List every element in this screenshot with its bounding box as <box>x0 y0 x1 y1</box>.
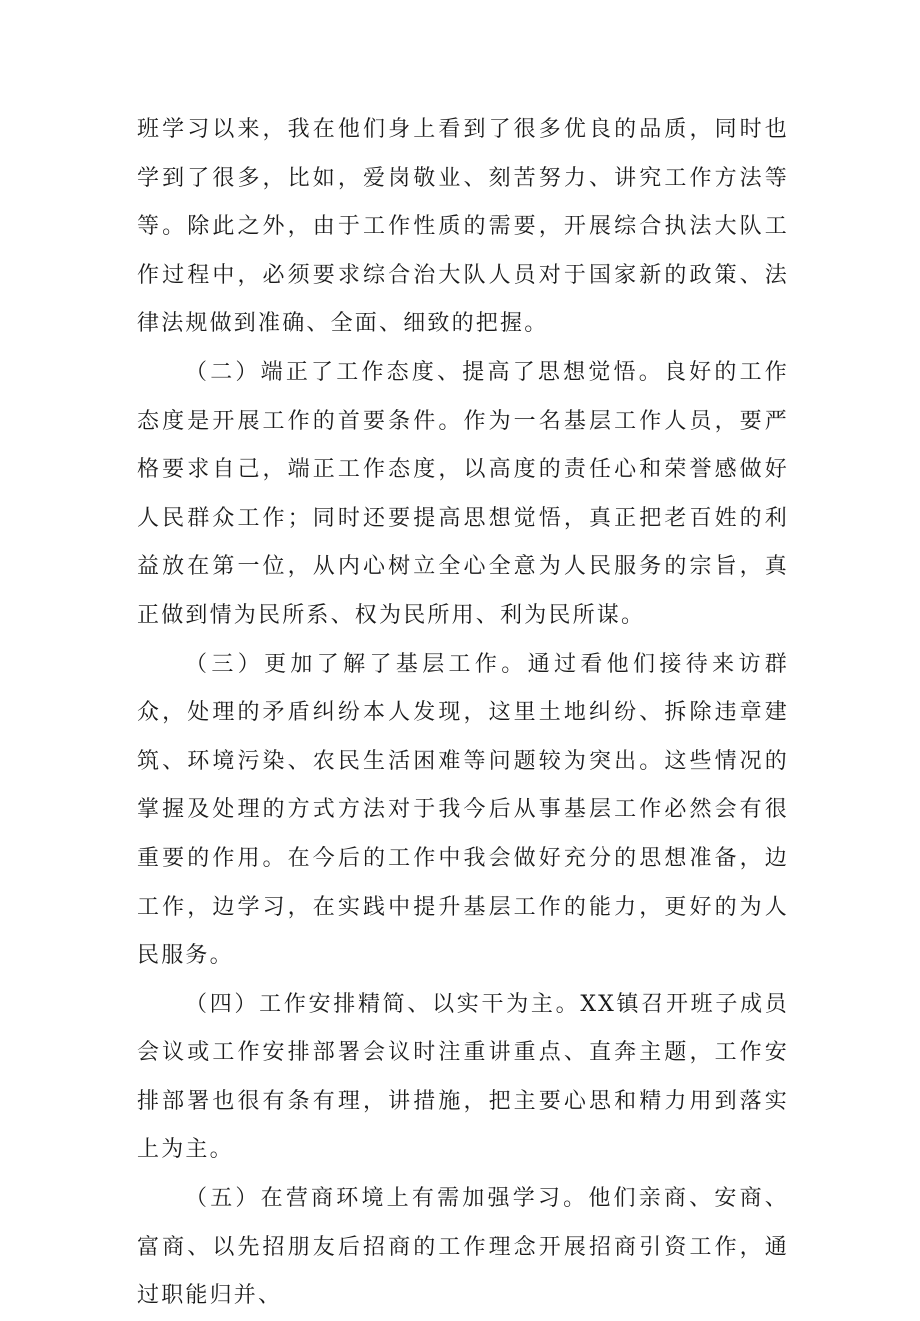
paragraph-section-2: （二）端正了工作态度、提高了思想觉悟。良好的工作态度是开展工作的首要条件。作为一名基层工作人员，要严格要求自己，端正工作态度，以高度的责任心和荣誉感做好人民群众工作；同时还要提高思想觉悟，真正把老百姓的利益放在第一位，从内心树立全心全意为人民服务的宗旨，真正做到情为民所系、权为民所用、利为民所谋。 <box>137 359 789 628</box>
paragraph-section-5: （五）在营商环境上有需加强学习。他们亲商、安商、富商、以先招朋友后招商的工作理念开展招商引资工作，通过职能归并、 <box>137 1186 789 1309</box>
paragraph-continuation: 班学习以来，我在他们身上看到了很多优良的品质，同时也学到了很多，比如，爱岗敬业、刻苦努力、讲究工作方法等等。除此之外，由于工作性质的需要，开展综合执法大队工作过程中，必须要求综合治大队人员对于国家新的政策、法律法规做到准确、全面、细致的把握。 <box>137 117 789 337</box>
paragraph-section-3: （三）更加了解了基层工作。通过看他们接待来访群众，处理的矛盾纠纷本人发现，这里土地纠纷、拆除违章建筑、环境污染、农民生活困难等问题较为突出。这些情况的掌握及处理的方式方法对于我今后从事基层工作必然会有很重要的作用。在今后的工作中我会做好充分的思想准备，边工作，边学习，在实践中提升基层工作的能力，更好的为人民服务。 <box>137 651 789 969</box>
paragraph-section-4: （四）工作安排精简、以实干为主。XX镇召开班子成员会议或工作安排部署会议时注重讲重点、直奔主题，工作安排部署也很有条有理，讲措施，把主要心思和精力用到落实上为主。 <box>137 991 789 1163</box>
document-body <box>137 106 789 1321</box>
